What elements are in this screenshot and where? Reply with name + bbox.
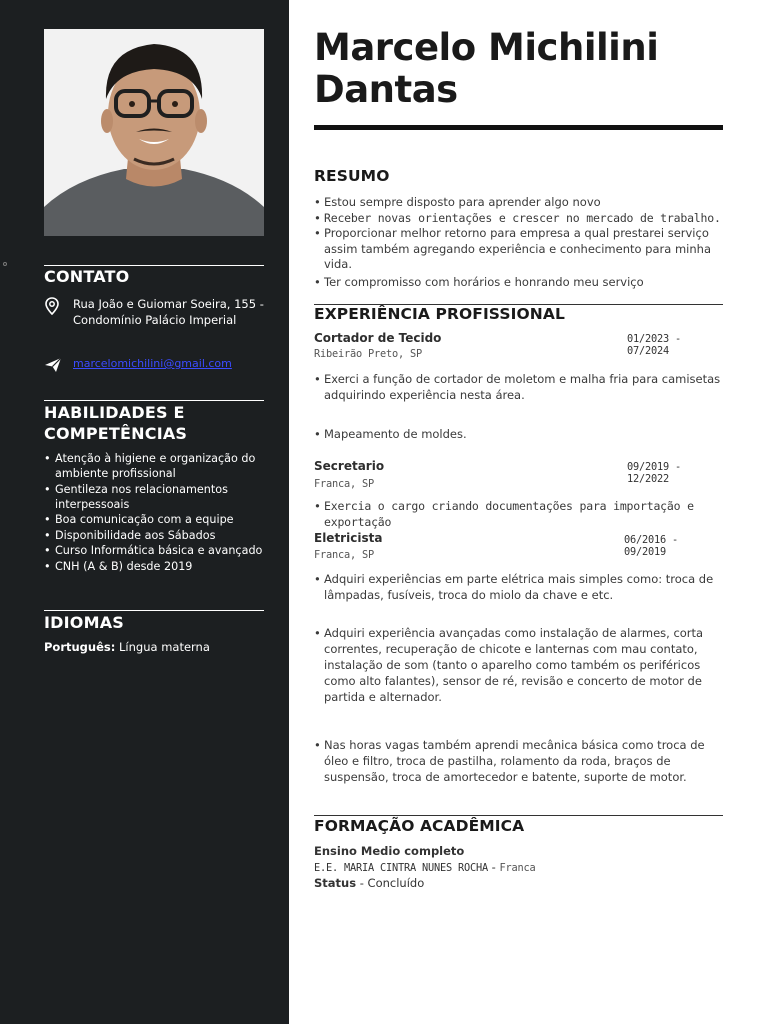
experience-title: EXPERIÊNCIA PROFISSIONAL (314, 305, 565, 323)
decorative-dot (3, 262, 7, 266)
education-title: FORMAÇÃO ACADÊMICA (314, 817, 525, 835)
job-dates: 06/2016 - 09/2019 (624, 534, 678, 558)
job-dates: 01/2023 - 07/2024 (627, 333, 681, 357)
language-name: Português: (44, 640, 116, 654)
name-line-1: Marcelo Michilini (314, 26, 659, 69)
summary-title: RESUMO (314, 167, 390, 185)
job-bullet: • Exerci a função de cortador de moletom e malha fria para camisetas adquirindo experiência nesta área. (314, 371, 723, 403)
job-title: Eletricista (314, 531, 383, 545)
job-bullets (314, 625, 723, 705)
skills-title-line-2: COMPETÊNCIAS (44, 424, 188, 443)
job-place: Franca, SP (314, 478, 374, 490)
paper-plane-icon (44, 357, 64, 377)
summary-item: • Ter compromisso com horários e honrando meu serviço (314, 274, 723, 290)
skill-item: • Atenção à higiene e organização do ambiente profissional (44, 451, 264, 481)
contact-divider (44, 265, 264, 266)
languages-divider (44, 610, 264, 611)
education-school-separator: - (487, 860, 500, 874)
job-place: Ribeirão Preto, SP (314, 348, 422, 360)
education-status-line (314, 875, 424, 891)
education-status-separator: - (356, 876, 368, 890)
job-bullet: • Nas horas vagas também aprendi mecânica básica como troca de óleo e filtro, troca de pastilha, rolamento da roda, braços de suspensão, troca de amortecedor e batente, suporte de motor. (314, 737, 723, 785)
education-divider (314, 815, 723, 816)
name-line-2: Dantas (314, 68, 458, 111)
job-title: Secretario (314, 459, 385, 473)
job-bullets (314, 426, 723, 442)
skills-divider (44, 400, 264, 401)
education-status-value: Concluído (367, 876, 425, 890)
summary-item-text: Proporcionar melhor retorno para empresa a qual prestarei serviço assim também agregando experiência e conhecimento para minha vida. (324, 226, 711, 271)
summary-item: • Receber novas orientações e crescer no mercado de trabalho. (314, 210, 723, 226)
profile-photo (44, 29, 264, 236)
email-link[interactable]: marcelomichilini@gmail.com (73, 357, 232, 370)
summary-list (314, 194, 723, 290)
skills-section (44, 400, 264, 574)
language-item (44, 639, 264, 655)
job-bullet: • Adquiri experiência avançadas como instalação de alarmes, corta correntes, recuperação de chicote e lanternas com mau contato, instalação de som (tanto o aparelho como também os periféricos como alto falantes), sensor de ré, revisão e concerto de motor de partida e alternador. (314, 625, 723, 705)
job-dates: 09/2019 - 12/2022 (627, 461, 681, 485)
job-bullet: • Mapeamento de moldes. (314, 426, 723, 442)
skill-item: • Disponibilidade aos Sábados (44, 528, 264, 543)
languages-section (44, 610, 264, 655)
education-degree: Ensino Medio completo (314, 844, 465, 858)
contact-section (44, 265, 264, 377)
skills-title-line-1: HABILIDADES E (44, 403, 185, 422)
name-divider (314, 125, 723, 130)
summary-item (314, 226, 723, 273)
skill-item: • Gentileza nos relacionamentos interpessoais (44, 482, 264, 512)
address-line-2: Condomínio Palácio Imperial (73, 313, 237, 327)
address-line-1: Rua João e Guiomar Soeira, 155 - (73, 297, 264, 311)
skill-item: • Curso Informática básica e avançado (44, 543, 264, 558)
language-level: Língua materna (119, 640, 210, 654)
summary-item: • Estou sempre disposto para aprender algo novo (314, 194, 723, 210)
job-title: Cortador de Tecido (314, 331, 442, 345)
skill-item: • CNH (A & B) desde 2019 (44, 559, 264, 574)
skill-item: • Boa comunicação com a equipe (44, 512, 264, 527)
sidebar (0, 0, 289, 1024)
job-place: Franca, SP (314, 549, 374, 561)
address-row (44, 296, 264, 328)
education-city: Franca (499, 862, 536, 874)
job-bullet: • Adquiri experiências em parte elétrica mais simples como: troca de lâmpadas, fusíveis, troca do miolo da chave e etc. (314, 571, 723, 603)
education-school-line (314, 859, 535, 876)
job-bullets (314, 498, 723, 530)
job-bullets (314, 571, 723, 603)
skills-list (44, 451, 264, 574)
location-pin-icon (44, 297, 64, 319)
full-name (314, 27, 658, 111)
contact-title: CONTATO (44, 267, 130, 286)
languages-title: IDIOMAS (44, 613, 125, 632)
job-bullets (314, 371, 723, 403)
education-status-label: Status (314, 876, 357, 890)
email-row (44, 356, 264, 377)
job-bullets (314, 737, 723, 785)
job-bullet: • Exercia o cargo criando documentações para importação e exportação (314, 498, 723, 530)
education-school: E.E. MARIA CINTRA NUNES ROCHA (314, 862, 488, 874)
